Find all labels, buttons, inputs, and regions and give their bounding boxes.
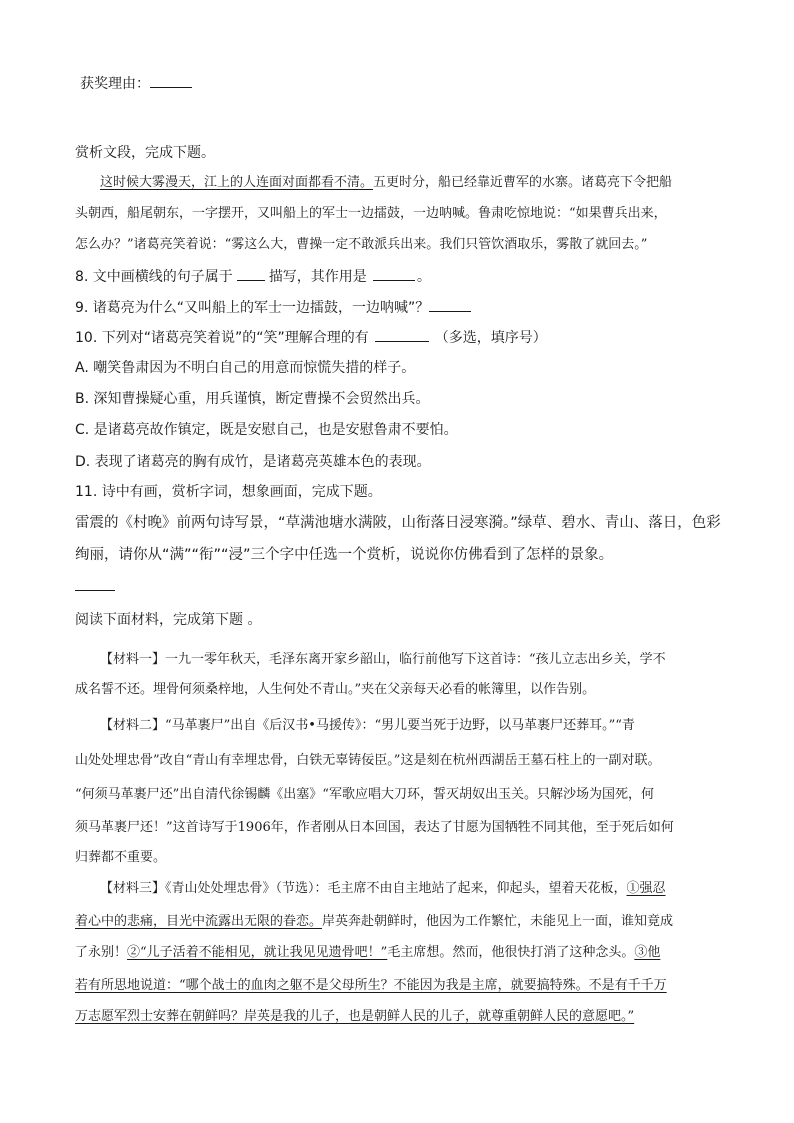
material-3-text: 【材料三】《青山处处埋忠骨》（节选）：毛主席不由自主地站了起来，仰起头，望着天花板， [100,881,627,896]
option-c: C. 是诸葛亮故作镇定，既是安慰自己，也是安慰鲁肃不要怕。 [75,422,458,438]
option-a: A. 嘲笑鲁肃因为不明白自己的用意而惊慌失措的样子。 [75,360,416,376]
material-1-line-1: 【材料一】一九一零年秋天，毛泽东离开家乡韶山，临行前他写下这首诗：“孩儿立志出乡关，学不 [100,652,666,667]
answer-blank[interactable] [373,266,415,281]
material-2-line-3: “何须马革裹尸还”出自清代徐锡麟《出塞》“军歌应唱大刀环，誓灭胡奴出玉关。只解沙场为国死，何 [75,787,654,802]
material-2-line-5: 归葬都不重要。 [75,850,167,865]
question-10-text: 10. 下列对“诸葛亮笑着说”的“笑”理解合理的有 [75,330,369,346]
question-10-tail: （多选，填序号） [434,330,547,346]
section1-intro: 赏析文段，完成下题。 [75,145,215,161]
underlined-sentence-2: ②“儿子活着不能相见，就让我见见遗骨吧！” [127,945,388,960]
question-10 [75,327,547,348]
material-2-line-4: 须马革裹尸还！”这首诗写于1906年，作者刚从日本回国，表达了甘愿为国牺牲不同其他，至于死后如何 [75,820,674,835]
question-8-text: 8. 文中画横线的句子属于 [75,269,233,285]
material-2-line-2: 山处处埋忠骨”改自“青山有幸埋忠骨，白铁无辜铸佞臣。”这是刻在杭州西湖岳王墓石柱上的一副对联。 [75,753,661,768]
answer-blank[interactable] [429,297,471,312]
question-9-text: 9. 诸葛亮为什么“又叫船上的军士一边擂鼓，一边呐喊”？ [75,300,430,316]
section2-intro: 阅读下面材料，完成第下题 。 [75,612,262,628]
material-1-line-2: 成名誓不还。埋骨何须桑梓地，人生何处不青山。”夹在父亲每天必看的帐簿里，以作告别。 [75,682,596,697]
passage-line-3: 怎么办？”诸葛亮笑着说：“雾这么大，曹操一定不敢派兵出来。我们只管饮酒取乐，雾散了就回去。” [75,237,648,252]
question-11-line-2: 绚丽，请你从“满”“衔”“浸”三个字中任选一个赏析，说说你仿佛看到了怎样的景象。 [75,547,614,563]
answer-blank[interactable] [75,590,115,591]
material-3-line-1 [100,879,666,899]
material-3-text: 了永别！ [75,945,128,960]
question-8-text: 。 [416,269,431,285]
question-9 [75,297,471,318]
option-d: D. 表现了诸葛亮的胸有成竹，是诸葛亮英雄本色的表现。 [75,454,431,470]
material-2-line-1: 【材料二】“马革裹尸”出自《后汉书•马援传》：“男儿要当死于边野，以马革裹尸还葬耳。”“青 [100,718,635,733]
question-11: 11. 诗中有画，赏析字词，想象画面，完成下题。 [75,484,382,500]
answer-blank[interactable] [375,327,429,342]
underlined-sentence-1: ①强忍 [626,881,666,896]
material-3-text: 毛主席想。然而，他很快打消了这种念头。 [387,945,635,960]
material-3-line-2 [75,912,673,932]
answer-blank[interactable] [237,266,265,281]
underlined-sentence: 这时候大雾漫天，江上的人连面对面都看不清。 [100,175,374,190]
award-reason-label: 获奖理由： [80,76,150,92]
question-11-line-1: 雷震的《村晚》前两句诗写景，“草满池塘水满陂，山衔落日浸寒漪。”绿草、碧水、青山、落日，色彩 [75,515,721,531]
passage-text: 五更时分，船已经靠近曹军的水寨。诸葛亮下令把船 [373,175,673,190]
underlined-sentence-3: ③他 [634,945,661,960]
material-3-text: 岸英奔赴朝鲜时，他因为工作繁忙，未能见上一面，谁知竟成 [322,914,674,929]
option-b: B. 深知曹操疑心重，用兵谨慎，断定曹操不会贸然出兵。 [75,391,430,407]
material-3-line-5: 万志愿军烈士安葬在朝鲜吗？岸英是我的儿子，也是朝鲜人民的儿子，就尊重朝鲜人民的意愿吧。” [75,1009,635,1024]
material-3-line-4: 若有所思地说道：“哪个战士的血肉之躯不是父母所生？不能因为我是主席，就要搞特殊。不是有千千万 [75,978,667,993]
award-reason-line [80,73,192,94]
underlined-sentence-1-cont: 着心中的悲痛，目光中流露出无限的眷恋。 [75,914,323,929]
question-8-text: 描写，其作用是 [268,269,367,285]
material-3-line-3 [75,943,660,963]
passage-line-2: 头朝西，船尾朝东，一字摆开，又叫船上的军士一边擂鼓，一边呐喊。鲁肃吃惊地说：“如果曹兵出来， [75,206,667,221]
question-8 [75,266,431,287]
passage-line-1 [100,173,672,193]
answer-blank[interactable] [150,73,192,88]
